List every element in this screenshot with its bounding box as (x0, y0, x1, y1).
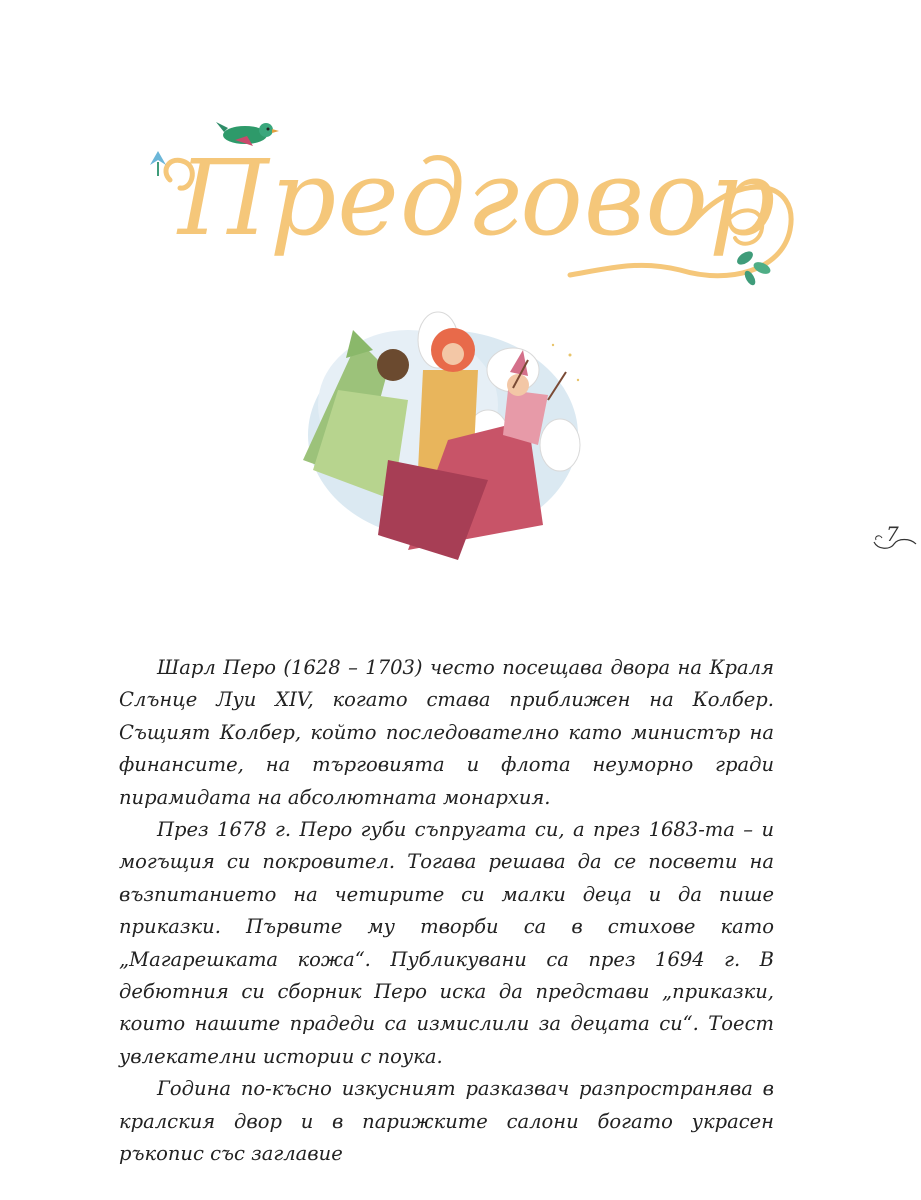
paragraph: Година по-късно изкусният разказвач разпространява в кралския двор и в парижките салони богато украсен ръкопис със заглавие (119, 1077, 774, 1166)
title-area (140, 110, 800, 300)
body-text (119, 652, 774, 1171)
paragraph: През 1678 г. Перо губи съпругата си, а през 1683-та – и могъщия си покровител. Тогава решава да се посвети на възпитанието на четирите си малки деца и да пише приказки. Първите му творби са в стихове като „Магарешката кожа“. Публикувани са през 1694 г. В дебютния си сборник Перо иска да представи „приказки, които нашите прадеди са измислили за децата си“. Тоест увлекателни истории с поука. (119, 818, 774, 1068)
page-number-text: 7 (886, 522, 899, 546)
paragraph: Шарл Перо (1628 – 1703) често посещава двора на Краля Слънце Луи XIV, когато става приближен на Колбер. Същият Колбер, който последователно като министър на финансите, на търговията и флота неуморно гради пирамидата на абсолютната монархия. (119, 656, 774, 809)
page-title: Предговор (178, 137, 777, 259)
page-number (872, 520, 918, 556)
fairies-illustration (298, 310, 588, 575)
